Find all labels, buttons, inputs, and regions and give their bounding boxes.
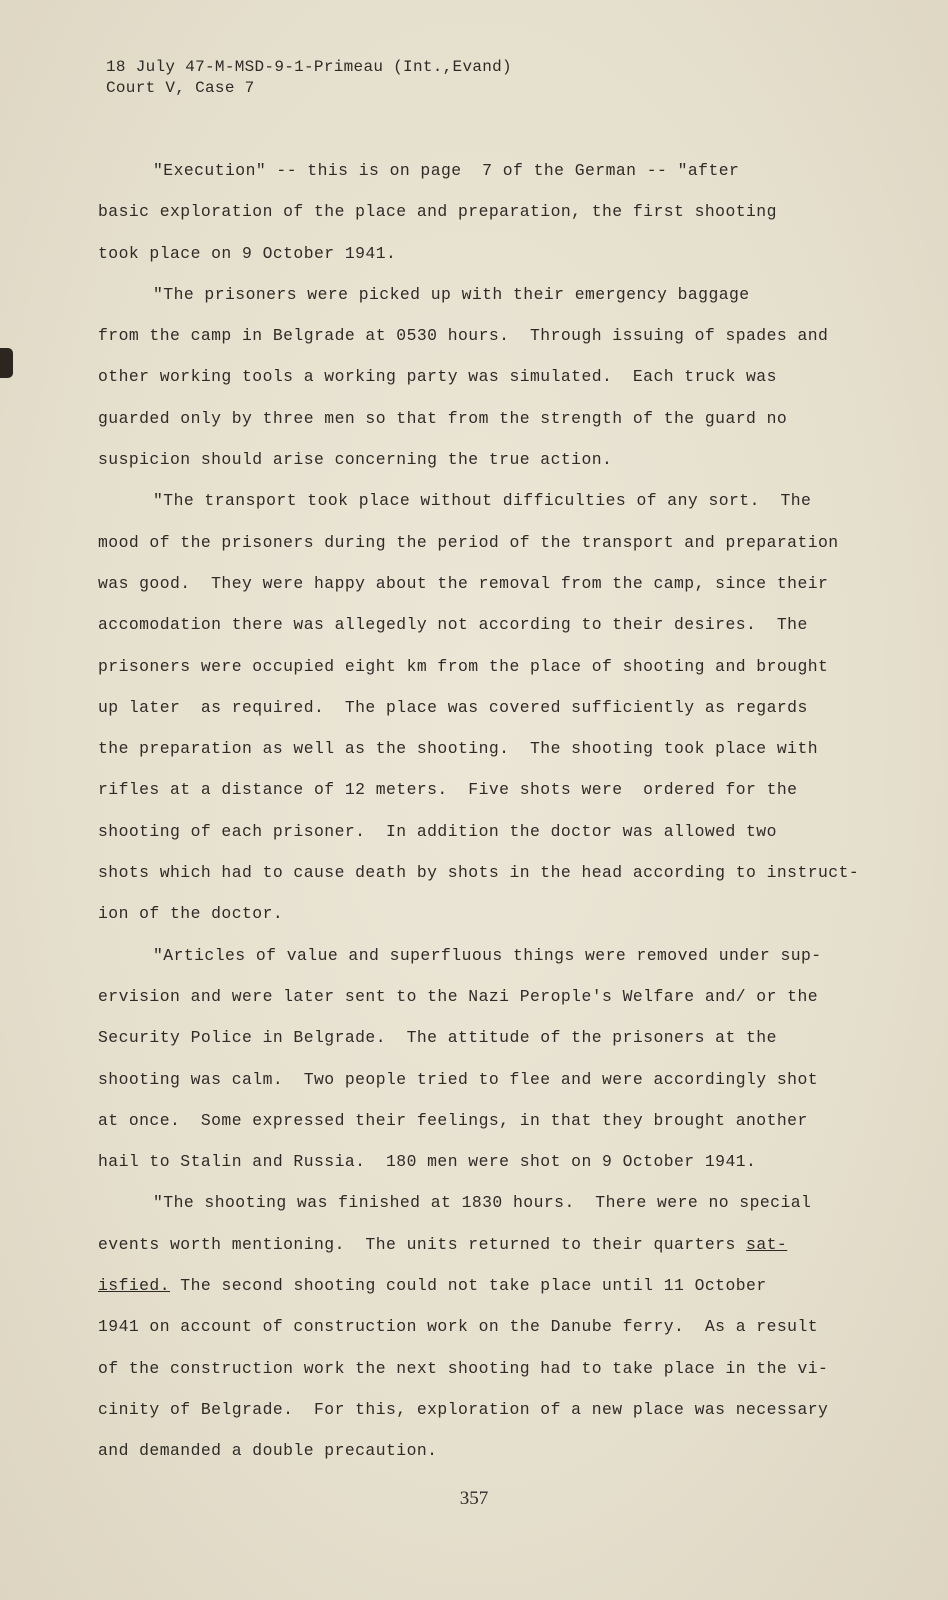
text-line: "The prisoners were picked up with their emergency baggage — [153, 284, 750, 304]
text-line: shots which had to cause death by shots in the head according to instruct- — [98, 863, 860, 883]
text-line: the preparation as well as the shooting. The shooting took place with — [98, 739, 819, 759]
document-header — [106, 57, 512, 99]
text-line: and demanded a double precaution. — [98, 1441, 438, 1461]
text-line: at once. Some expressed their feelings, in that they brought another — [98, 1110, 808, 1130]
text-line: rifles at a distance of 12 meters. Five shots were ordered for the — [98, 780, 798, 800]
text-line: guarded only by three men so that from the strength of the guard no — [98, 408, 788, 428]
binding-mark — [0, 348, 13, 378]
text-line: up later as required. The place was covered sufficiently as regards — [98, 697, 808, 717]
text-line: from the camp in Belgrade at 0530 hours. Through issuing of spades and — [98, 326, 829, 346]
header-line-1: 18 July 47-M-MSD-9-1-Primeau (Int.,Evand) — [106, 58, 512, 76]
text-line: 1941 on account of construction work on the Danube ferry. As a result — [98, 1317, 819, 1337]
text-line: cinity of Belgrade. For this, exploration of a new place was necessary — [98, 1399, 829, 1419]
underlined-word: sat- — [746, 1234, 788, 1254]
text-line: "The shooting was finished at 1830 hours. There were no special — [153, 1193, 812, 1213]
text-line: basic exploration of the place and preparation, the first shooting — [98, 202, 777, 222]
text-line: suspicion should arise concerning the true action. — [98, 450, 613, 470]
text-line: Security Police in Belgrade. The attitude of the prisoners at the — [98, 1028, 777, 1048]
page-number: 357 — [459, 1488, 489, 1509]
text-line — [98, 1224, 858, 1265]
text-line: was good. They were happy about the removal from the camp, since their — [98, 573, 829, 593]
text-line: shooting of each prisoner. In addition the doctor was allowed two — [98, 821, 777, 841]
text-line: hail to Stalin and Russia. 180 men were shot on 9 October 1941. — [98, 1152, 757, 1172]
text-line: shooting was calm. Two people tried to flee and were accordingly shot — [98, 1069, 819, 1089]
text-line: "Articles of value and superfluous things were removed under sup- — [153, 945, 822, 965]
text-line: of the construction work the next shooting had to take place in the vi- — [98, 1358, 829, 1378]
text-segment: events worth mentioning. The units returned to their quarters — [98, 1234, 747, 1254]
text-line: took place on 9 October 1941. — [98, 243, 397, 263]
header-line-2: Court V, Case 7 — [106, 79, 255, 97]
text-segment: The second shooting could not take place until 11 October — [170, 1276, 767, 1296]
underlined-word: isfied. — [98, 1276, 171, 1296]
text-line: prisoners were occupied eight km from the place of shooting and brought — [98, 656, 829, 676]
body-text — [98, 150, 858, 1472]
text-line: ervision and were later sent to the Nazi Perople's Welfare and/ or the — [98, 986, 819, 1006]
text-line: mood of the prisoners during the period of the transport and preparation — [98, 532, 839, 552]
text-line: "The transport took place without difficulties of any sort. The — [153, 491, 812, 511]
text-line: accomodation there was allegedly not according to their desires. The — [98, 615, 808, 635]
text-line: ion of the doctor. — [98, 904, 284, 924]
text-line — [98, 1265, 858, 1306]
text-line: other working tools a working party was simulated. Each truck was — [98, 367, 777, 387]
text-line: "Execution" -- this is on page 7 of the German -- "after — [153, 161, 740, 180]
